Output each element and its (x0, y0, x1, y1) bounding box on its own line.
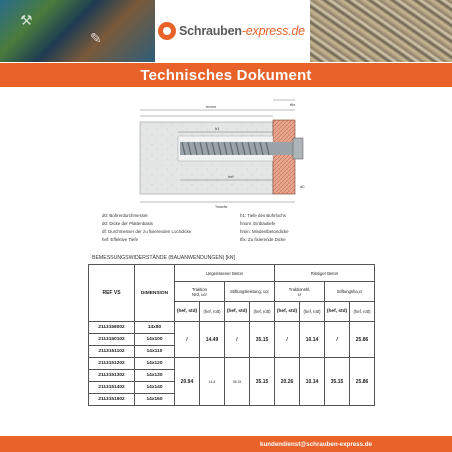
header-hef-std: (hef, std) (325, 302, 350, 322)
header-hef-std: (hef, std) (275, 302, 300, 322)
tool-icon: ⚒ (20, 12, 33, 28)
header-hef-std: (hef, std) (175, 302, 200, 322)
dimension-cell: 14x160 (135, 394, 175, 406)
header-photo-screws (310, 0, 452, 62)
label-hnom: hnom (206, 104, 217, 109)
header-uncracked: Ungerissener Beton (175, 265, 275, 282)
header-hef-rott: (hef, rott) (300, 302, 325, 322)
value-cell: / (225, 322, 250, 358)
value-cell: 35.15 (225, 358, 250, 406)
legend-item: tfix: Zu fixierende Dicke (240, 237, 286, 242)
ref-cell: 2113151202 (89, 358, 135, 370)
dimension-cell: 14x130 (135, 370, 175, 382)
legend-right (240, 212, 289, 244)
value-cell: 25.86 (350, 322, 375, 358)
label-h1: h1 (215, 126, 220, 131)
ref-cell: 2113151402 (89, 382, 135, 394)
value-cell: 20.94 (175, 358, 200, 406)
page-title: Technisches Dokument (140, 66, 312, 84)
label-tfix-bottom: Tmaxfix (215, 205, 228, 209)
legend-item: d0: Bohrerdurchmesser (102, 213, 148, 218)
label-tfix-top: tfix (290, 102, 296, 107)
legend-item: hef: Effektive Tiefe (102, 237, 139, 242)
legend-left (102, 212, 191, 244)
label-d0: d0 (300, 184, 305, 189)
ref-cell: 2113151602 (89, 394, 135, 406)
ref-cell: 2113151302 (89, 370, 135, 382)
ref-cell: 2113158002 (89, 322, 135, 334)
table-row (89, 322, 375, 334)
header-hef-rott: (hef, rott) (350, 302, 375, 322)
legend-item: df: Durchmesser der zu fixierenden Lochdicke (102, 229, 192, 234)
ref-cell: 2113150102 (89, 334, 135, 346)
header-traktion: Traktion Nrd, ucr (175, 282, 225, 302)
logo-mark-icon (158, 22, 176, 40)
screwdriver-icon: ✎ (90, 30, 102, 46)
dimension-cell: 14x80 (135, 322, 175, 334)
header-hef-rott: (hef, rott) (250, 302, 275, 322)
value-cell: 10.14 (300, 358, 325, 406)
ref-cell: 2113151102 (89, 346, 135, 358)
value-cell: 35.15 (325, 358, 350, 406)
header-ref: REF VS (89, 265, 135, 322)
header-traktion-cr: Traktionshl, cr (275, 282, 325, 302)
brand-name: Schrauben-express.de (179, 24, 305, 38)
resistance-table (88, 264, 375, 406)
value-cell: 35.15 (250, 322, 275, 358)
value-cell: 35.15 (250, 358, 275, 406)
dimension-cell: 14x110 (135, 346, 175, 358)
value-cell: 14.49 (200, 322, 225, 358)
value-cell: / (325, 322, 350, 358)
table-row (89, 358, 375, 370)
anchor-diagram (0, 92, 452, 210)
value-cell: / (275, 322, 300, 358)
legend-item: h1: Tiefe des Bohrlochs (240, 213, 286, 218)
footer-bar (0, 436, 452, 452)
fixture-plate (273, 120, 295, 194)
legend-item: hmin: Mindestbetondicke (240, 229, 289, 234)
value-cell: 20.26 (275, 358, 300, 406)
header-stiftung-cr: Stiftungsha,cr (325, 282, 375, 302)
value-cell: 25.86 (350, 358, 375, 406)
legend-item: d0: Dicke der Plattenbasis (102, 221, 154, 226)
label-hef: hef (228, 174, 234, 179)
value-cell: 10.14 (300, 322, 325, 358)
footer-email-link[interactable]: kundendienst@schrauben-express.de (260, 440, 372, 448)
dimension-cell: 14x100 (135, 334, 175, 346)
header-hef-std: (hef, std) (225, 302, 250, 322)
legend-item: hnom: Einbautiefe (240, 221, 276, 226)
header-cracked: Rissiger Beton (275, 265, 375, 282)
dimension-cell: 14x140 (135, 382, 175, 394)
brand-logo[interactable] (158, 18, 308, 44)
header-hef-rott: (hef, rott) (200, 302, 225, 322)
value-cell: / (175, 322, 200, 358)
screw-head (293, 138, 303, 159)
value-cell: 14.4 (200, 358, 225, 406)
section-title: BEMESSUNGSWIDERSTÄNDE (BAUANWENDUNGEN) [kN] (92, 255, 235, 261)
header-stiftung: Stiftungsleistung, ucr (225, 282, 275, 302)
header-dimension: DIMENSION (135, 265, 175, 322)
dimension-cell: 14x120 (135, 358, 175, 370)
header-photo-tools (0, 0, 155, 62)
title-bar (0, 63, 452, 87)
